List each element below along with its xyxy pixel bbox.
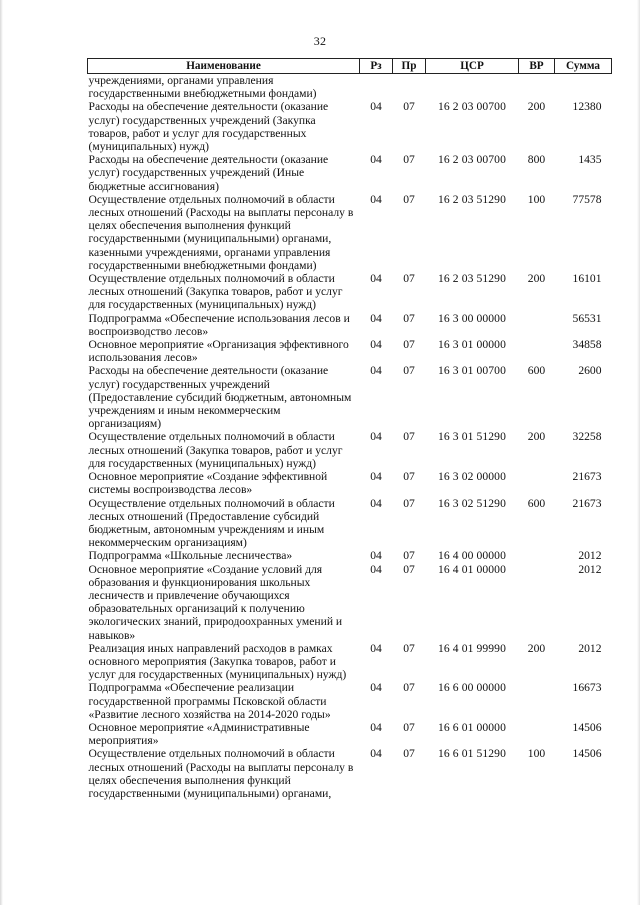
- table-row: [88, 153, 612, 193]
- row-csr: 16 3 01 00000: [438, 338, 506, 352]
- row-vr: 200: [527, 430, 546, 444]
- row-name: Осуществление отдельных полномочий в области лесных отношений (Закупка товаров, работ и услуг для государственных (муниципальных) нужд): [88, 272, 343, 312]
- row-pr: 07: [403, 681, 415, 695]
- row-vr: [519, 681, 555, 721]
- row-pr: 07: [403, 272, 415, 286]
- row-rz: 04: [370, 311, 382, 325]
- row-name: Осуществление отдельных полномочий в области лесных отношений (Предоставление субсидий бюджетным, автономным учреждениям и иным некоммерческим организациям): [88, 496, 335, 550]
- row-sum: 16673: [572, 681, 602, 695]
- row-rz: 04: [370, 747, 382, 761]
- row-name: Основное мероприятие «Создание эффективной системы воспроизводства лесов»: [88, 470, 328, 497]
- row-pr: 07: [403, 720, 415, 734]
- row-rz: 04: [370, 100, 382, 114]
- header-sum: Сумма: [555, 59, 612, 74]
- row-pr: 07: [403, 430, 415, 444]
- row-rz: [360, 74, 393, 101]
- row-name: Расходы на обеспечение деятельности (оказание услуг) государственных учреждений (Закупка товаров, работ и услуг для государственных (муниципальных) нужд): [88, 100, 329, 154]
- row-csr: 16 6 00 00000: [438, 681, 506, 695]
- row-name: Реализация иных направлений расходов в рамках основного мероприятия (Закупка товаров, работ и услуг для государственных (муниципальных) нужд): [88, 641, 347, 682]
- row-csr: 16 3 01 51290: [438, 430, 506, 444]
- table-row: [88, 549, 612, 562]
- row-csr: 16 6 01 00000: [438, 720, 506, 734]
- row-rz: 04: [370, 272, 382, 286]
- row-name: Основное мероприятие «Административные мероприятия»: [88, 720, 310, 748]
- row-sum: 77578: [572, 192, 602, 206]
- row-sum: 21673: [572, 496, 602, 510]
- row-rz: 04: [370, 430, 382, 444]
- row-vr: 200: [527, 100, 546, 114]
- row-sum: 32258: [572, 430, 602, 444]
- row-name: Расходы на обеспечение деятельности (оказание услуг) государственных учреждений (Предоставление субсидий бюджетным, автономным учреждениям и иным некоммерческим организациям): [88, 364, 352, 431]
- row-csr: 16 3 00 00000: [438, 311, 506, 325]
- row-name: Подпрограмма «Обеспечение использования лесов и воспроизводство лесов»: [88, 311, 350, 338]
- row-vr: 600: [527, 496, 546, 510]
- table-row: [88, 681, 612, 721]
- row-csr: 16 2 03 51290: [438, 192, 506, 206]
- row-sum: 14506: [572, 747, 602, 761]
- header-row: [88, 59, 612, 74]
- row-sum: 2012: [578, 549, 602, 563]
- row-rz: 04: [370, 562, 382, 576]
- table-header: [88, 59, 612, 74]
- row-sum: 14506: [572, 720, 602, 734]
- row-vr: 100: [527, 747, 546, 761]
- table-row: [88, 100, 612, 153]
- row-sum: 56531: [572, 311, 602, 325]
- row-rz: 04: [370, 153, 382, 167]
- row-csr: 16 3 02 00000: [438, 470, 506, 484]
- row-csr: 16 2 03 00700: [438, 153, 506, 167]
- table-row: [88, 563, 612, 642]
- row-name: Осуществление отдельных полномочий в области лесных отношений (Расходы на выплаты персоналу в целях обеспечения выполнения функций государственными (муниципальными) органами, казенными учреждениями, органами управления государственными внебюджетными фондами): [88, 192, 354, 272]
- row-rz: 04: [370, 338, 382, 352]
- table-row: [88, 430, 612, 470]
- row-csr: [426, 74, 519, 101]
- row-csr: 16 4 01 99990: [438, 641, 506, 655]
- table-row: [88, 193, 612, 272]
- row-vr: [519, 338, 555, 364]
- row-sum: 1435: [578, 153, 602, 167]
- table-row: [88, 497, 612, 550]
- table-row: [88, 272, 612, 312]
- row-rz: 04: [370, 364, 382, 378]
- budget-table: [87, 58, 612, 800]
- row-csr: 16 4 01 00000: [438, 562, 506, 576]
- row-vr: 200: [527, 272, 546, 286]
- row-sum: 2012: [578, 562, 602, 576]
- row-csr: 16 3 01 00700: [438, 364, 506, 378]
- row-rz: 04: [370, 549, 382, 563]
- row-sum: 2012: [578, 641, 602, 655]
- row-name: Осуществление отдельных полномочий в области лесных отношений (Расходы на выплаты персоналу в целях обеспечения выполнения функций государственными (муниципальными) органами,: [88, 747, 354, 800]
- row-pr: 07: [403, 100, 415, 114]
- row-vr: 800: [527, 153, 546, 167]
- row-pr: 07: [403, 562, 415, 576]
- row-sum: 12380: [572, 100, 602, 114]
- header-name: Наименование: [88, 59, 360, 74]
- row-pr: 07: [403, 747, 415, 761]
- row-rz: 04: [370, 470, 382, 484]
- row-vr: [519, 470, 555, 496]
- row-pr: 07: [403, 311, 415, 325]
- row-vr: 600: [527, 364, 546, 378]
- row-name: Подпрограмма «Обеспечение реализации государственной программы Псковской области «Развитие лесного хозяйства на 2014-2020 годы»: [88, 681, 331, 721]
- row-pr: 07: [403, 641, 415, 655]
- table-row: [88, 470, 612, 496]
- table-row: [88, 74, 612, 101]
- row-pr: 07: [403, 549, 415, 563]
- row-pr: 07: [403, 153, 415, 167]
- row-name: учреждениями, органами управления государственными внебюджетными фондами): [88, 74, 317, 101]
- row-name: Расходы на обеспечение деятельности (оказание услуг) государственных учреждений (Иные бюджетные ассигнования): [88, 153, 329, 193]
- page-number: 32: [313, 34, 327, 48]
- header-pr: Пр: [393, 59, 426, 74]
- row-sum: 16101: [572, 272, 602, 286]
- row-csr: 16 2 03 51290: [438, 272, 506, 286]
- row-vr: 200: [527, 641, 546, 655]
- row-name: Основное мероприятие «Создание условий для образования и функционирования школьных лесничеств и привлечение обучающихся образовательных организаций к получению экологических знаний, природоохранных умений и навыков»: [88, 562, 343, 642]
- header-rz: Рз: [360, 59, 393, 74]
- row-rz: 04: [370, 192, 382, 206]
- row-sum: [555, 74, 612, 101]
- row-name: Осуществление отдельных полномочий в области лесных отношений (Закупка товаров, работ и услуг для государственных (муниципальных) нужд): [88, 430, 343, 470]
- row-csr: 16 2 03 00700: [438, 100, 506, 114]
- row-vr: [519, 721, 555, 747]
- header-csr: ЦСР: [426, 59, 519, 74]
- row-csr: 16 6 01 51290: [438, 747, 506, 761]
- row-pr: 07: [403, 496, 415, 510]
- row-name: Основное мероприятие «Организация эффективного использования лесов»: [88, 338, 349, 365]
- table-row: [88, 747, 612, 800]
- row-sum: 21673: [572, 470, 602, 484]
- table-row: [88, 721, 612, 747]
- row-csr: 16 3 02 51290: [438, 496, 506, 510]
- row-pr: 07: [403, 338, 415, 352]
- row-sum: 34858: [572, 338, 602, 352]
- table-row: [88, 642, 612, 682]
- table-row: [88, 338, 612, 364]
- table-row: [88, 312, 612, 338]
- row-rz: 04: [370, 496, 382, 510]
- row-name: Подпрограмма «Школьные лесничества»: [88, 549, 293, 563]
- table-body: [88, 74, 612, 801]
- header-vr: ВР: [519, 59, 555, 74]
- row-pr: 07: [403, 470, 415, 484]
- row-rz: 04: [370, 641, 382, 655]
- row-pr: 07: [403, 364, 415, 378]
- row-vr: [519, 563, 555, 642]
- row-pr: [393, 74, 426, 101]
- row-vr: [519, 549, 555, 562]
- row-pr: 07: [403, 192, 415, 206]
- row-rz: 04: [370, 681, 382, 695]
- row-sum: 2600: [578, 364, 602, 378]
- row-vr: [519, 312, 555, 338]
- row-vr: 100: [527, 192, 546, 206]
- row-csr: 16 4 00 00000: [438, 549, 506, 563]
- scan-edge-left: [0, 0, 3, 905]
- row-rz: 04: [370, 720, 382, 734]
- table-row: [88, 364, 612, 430]
- row-vr: [519, 74, 555, 101]
